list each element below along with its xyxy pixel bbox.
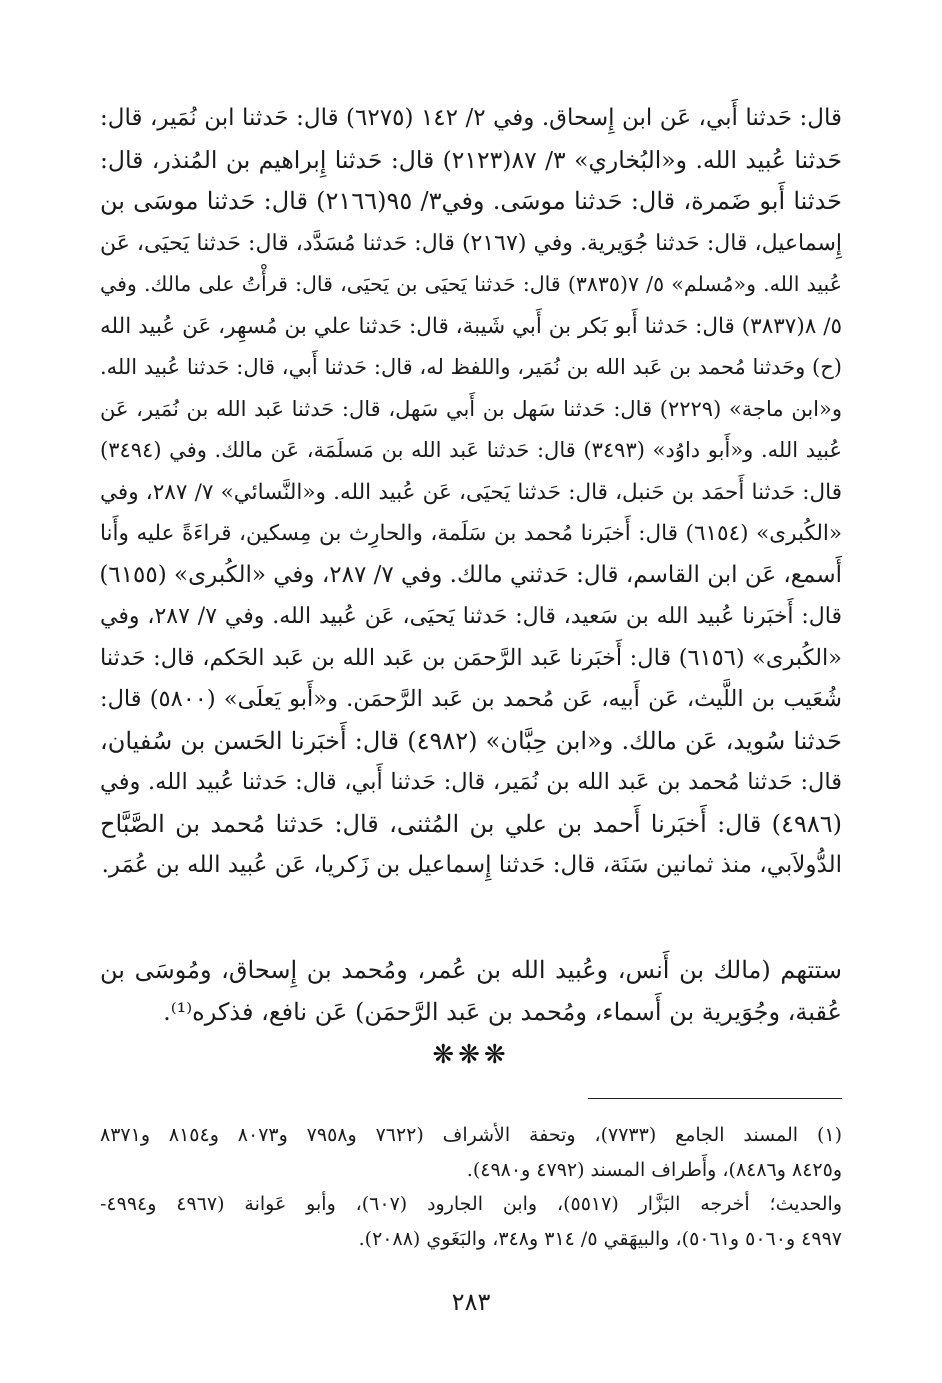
footnote-line: والحديث؛ أخرجه البَزَّار (٥٥١٧)، وابن الجارود (٦٠٧)، وأبو عَوانة (٤٩٦٧ و٤٩٩٤- (100, 1193, 842, 1215)
text-line: «الكُبرى» (٦١٥٤) قال: أَخبَرنا مُحمد بن سَلَمة، والحارِث بن مِسكين، قراءَةً عليه وأَنا (100, 521, 842, 546)
text-line: ستتهم (مالك بن أَنس، وعُبيد الله بن عُمر، ومُحمد بن إِسحاق، ومُوسَى بن (100, 956, 842, 984)
text-line: عُقبة، وجُوَيرية بن أَسماء، ومُحمد بن عَبد الرَّحمَن) عَن نافع، فذكره⁽¹⁾. (163, 997, 842, 1026)
footnote-line: ٤٩٩٧ و٥٠٦٠ و٥٠٦١)، والبيهَقي ٥/ ٣١٤ و٣٤٨، والبَغَوي (٢٠٨٨). (358, 1227, 842, 1250)
text-line: إِسماعيل، قال: حَدثنا جُوَيرية. وفي (٢١٦٧) قال: حَدثنا مُسَدَّد، قال: حَدثنا يَحيَى، عَن (100, 230, 842, 256)
footnote-divider (588, 1098, 842, 1099)
text-line: ٥/ ٨(٣٨٣٧) قال: حَدثنا أَبو بَكر بن أَبي شَيبة، قال: حَدثنا علي بن مُسهِر، عَن عُبيد الله (100, 313, 843, 339)
separator-stars: ❋❋❋ (432, 1040, 510, 1070)
summary-paragraph (100, 950, 842, 1033)
text-line: قال: أَخبَرنا عُبيد الله بن سَعيد، قال: حَدثنا يَحيَى، عَن عُبيد الله. وفي ٧/ ٢٨٧، وفي (100, 604, 843, 629)
text-line: حَدثنا عُبيد الله. و«البُخاري» ٣/ ٨٧(٢١٢٣) قال: حَدثنا إِبراهيم بن المُنذر، قال: (100, 145, 842, 174)
text-line: «الكُبرى» (٦١٥٦) قال: أَخبَرنا عَبد الرَّحمَن بن عَبد الله بن عَبد الحَكم، قال: حَدثنا (100, 644, 843, 671)
text-line: قال: حَدثنا أَحمَد بن حَنبل، قال: حَدثنا يَحيَى، عَن عُبيد الله. و«النَّسائي» ٧/ ٢٨٧، وفي (100, 479, 843, 505)
footnote-line: (١) المسند الجامع (٧٧٣٣)، وتحفة الأشراف (٧٦٢٢ و٧٩٥٨ و٨٠٧٣ و٨١٥٤ و٨٣٧١ (100, 1124, 843, 1146)
footnotes (100, 1118, 842, 1256)
text-line: حَدثنا سُويد، عَن مالك. و«ابن حِبَّان» (٤٩٨٢) قال: أَخبَرنا الحَسن بن سُفيان، (100, 726, 842, 755)
text-line: قال: حَدثنا أَبي، عَن ابن إِسحاق. وفي ٢/ ١٤٢ (٦٢٧٥) قال: حَدثنا ابن نُمَير، قال: (100, 105, 842, 131)
text-line: شُعَيب بن اللَّيث، عَن أَبيه، عَن مُحمد بن عَبد الرَّحمَن. و«أَبو يَعلَى» (٥٨٠٠) قال: (100, 686, 842, 712)
main-paragraph (100, 98, 842, 887)
footnote-line: و٨٤٢٥ و٨٤٨٦)، وأَطراف المسند (٤٧٩٢ و٤٩٨٠). (466, 1158, 842, 1181)
text-line: الدُّولاَبي، منذ ثمانين سَنَة، قال: حَدثنا إِسماعيل بن زَكريا، عَن عُبيد الله بن عُمَر. (101, 852, 842, 878)
text-line: قال: حَدثنا مُحمد بن عَبد الله بن نُمَير، قال: حَدثنا أَبي، قال: حَدثنا عُبيد الله. وفي (100, 769, 842, 795)
text-line: (٤٩٨٦) قال: أَخبَرنا أَحمد بن علي بن المُثنى، قال: حَدثنا مُحمد بن الصَّبَّاح (100, 809, 842, 838)
text-line: أَسمع، عَن ابن القاسم، قال: حَدثني مالك. وفي ٧/ ٢٨٧، وفي «الكُبرى» (٦١٥٥) (99, 561, 842, 588)
text-line: عُبيد الله. و«أَبو داوُد» (٣٤٩٣) قال: حَدثنا عَبد الله بن مَسلَمَة، عَن مالك. وفي (٣٤٩٤) (100, 438, 842, 462)
page-number: ٢٨٣ (451, 1288, 491, 1316)
text-line: و«ابن ماجة» (٢٢٢٩) قال: حَدثنا سَهل بن أَبي سَهل، قال: حَدثنا عَبد الله بن نُمَير، عَن (100, 396, 842, 421)
text-line: حَدثنا أَبو ضَمرة، قال: حَدثنا موسَى. وفي٣/ ٩٥(٢١٦٦) قال: حَدثنا موسَى بن (100, 187, 843, 215)
text-line: عُبيد الله. و«مُسلم» ٥/ ٧(٣٨٣٥) قال: حَدثنا يَحيَى بن يَحيَى، قال: قرأْتُ على مالك. وفي (100, 272, 842, 296)
text-line: (ح) وحَدثنا مُحمد بن عَبد الله بن نُمَير، واللفظ له، قال: حَدثنا أَبي، قال: حَدثنا عُبيد الله. (100, 355, 842, 379)
